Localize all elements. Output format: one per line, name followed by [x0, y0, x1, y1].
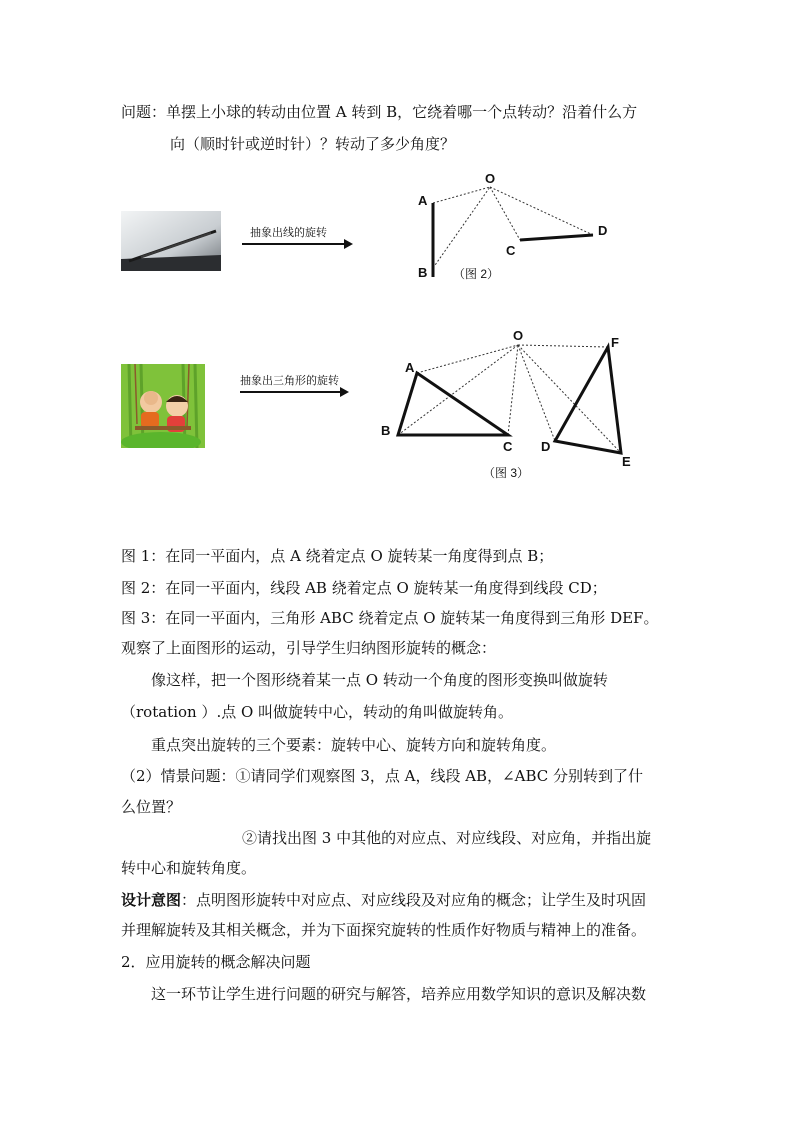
fig2-label-b: B	[418, 265, 428, 280]
key-elements: 重点突出旋转的三个要素：旋转中心、旋转方向和旋转角度。	[151, 736, 557, 754]
fig3-label-e: E	[622, 454, 631, 469]
fig3-label-f: F	[611, 335, 619, 350]
body-fig2: 图 2：在同一平面内，线段 AB 绕着定点 O 旋转某一角度得到线段 CD；	[121, 579, 607, 597]
fig3-label-a: A	[405, 360, 415, 375]
fig3-caption: （图 3）	[483, 466, 530, 480]
definition-line-2: （rotation ）.点 O 叫做旋转中心，转动的角叫做旋转角。	[121, 703, 514, 721]
wiper-photo	[121, 211, 221, 271]
body-fig1: 图 1：在同一平面内，点 A 绕着定点 O 旋转某一角度得到点 B；	[121, 547, 554, 565]
figure2-arrow-label: 抽象出线的旋转	[250, 226, 327, 239]
question-line-1: 问题：单摆上小球的转动由位置 A 转到 B，它绕着哪一个点转动？沿着什么方	[121, 103, 638, 121]
figure3-arrow-label: 抽象出三角形的旋转	[240, 374, 339, 387]
figure2-diagram	[405, 165, 620, 285]
swing-cartoon-photo	[121, 364, 205, 448]
fig2-label-a: A	[418, 193, 428, 208]
question2-line-3: ②请找出图 3 中其他的对应点、对应线段、对应角，并指出旋	[242, 829, 652, 847]
body-observe: 观察了上面图形的运动，引导学生归纳图形旋转的概念：	[121, 639, 497, 657]
figure2-arrow	[240, 238, 355, 250]
fig3-label-b: B	[381, 423, 391, 438]
design-intent-line-1	[121, 890, 646, 910]
fig2-caption: （图 2）	[453, 267, 500, 281]
figure3-diagram	[375, 325, 645, 485]
fig2-label-o: O	[485, 171, 496, 186]
definition-line-1: 像这样，把一个图形绕着某一点 O 转动一个角度的图形变换叫做旋转	[151, 671, 608, 689]
design-intent-line-2: 并理解旋转及其相关概念，并为下面探究旋转的性质作好物质与精神上的准备。	[121, 921, 647, 939]
fig3-label-d: D	[541, 439, 551, 454]
question2-line-4: 转中心和旋转角度。	[121, 859, 257, 877]
fig3-label-o: O	[513, 328, 524, 343]
body-fig3: 图 3：在同一平面内，三角形 ABC 绕着定点 O 旋转某一角度得到三角形 DEF。	[121, 609, 659, 627]
fig3-label-c: C	[503, 439, 513, 454]
design-intent-text: ：点明图形旋转中对应点、对应线段及对应角的概念；让学生及时巩固	[181, 891, 647, 909]
figure3-arrow	[238, 386, 353, 398]
section-2-heading: 2．应用旋转的概念解决问题	[121, 953, 311, 971]
question2-line-2: 么位置？	[121, 798, 182, 816]
body-last-line: 这一环节让学生进行问题的研究与解答，培养应用数学知识的意识及解决数	[151, 985, 647, 1003]
question-line-2: 向（顺时针或逆时针）？转动了多少角度？	[170, 135, 456, 153]
question2-line-1: （2）情景问题：①请同学们观察图 3，点 A，线段 AB，∠ABC 分别转到了什	[121, 767, 644, 785]
fig2-label-d: D	[598, 223, 608, 238]
design-intent-label: 设计意图	[121, 891, 182, 909]
fig2-label-c: C	[506, 243, 516, 258]
